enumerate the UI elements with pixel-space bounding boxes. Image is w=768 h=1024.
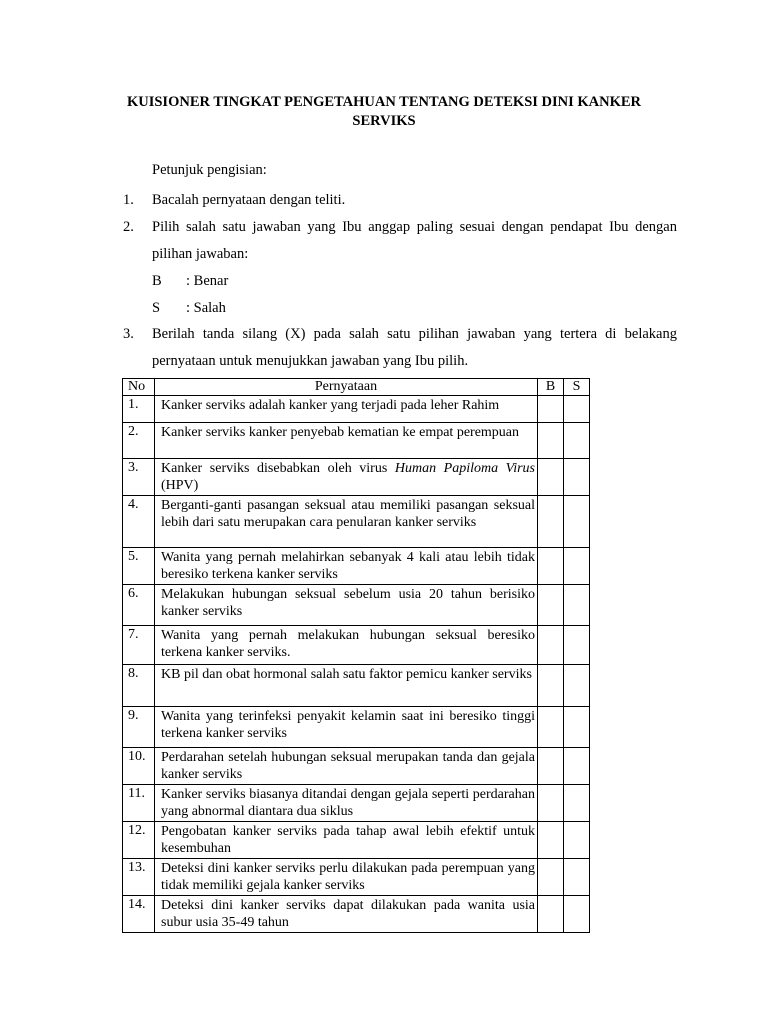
- answer-s-cell[interactable]: [564, 626, 590, 665]
- row-statement: Perdarahan setelah hubungan seksual merupakan tanda dan gejala kanker serviks: [155, 748, 538, 785]
- row-number: 12.: [123, 822, 155, 859]
- answer-b-cell[interactable]: [538, 585, 564, 626]
- answer-s-cell[interactable]: [564, 785, 590, 822]
- table-row: [123, 496, 590, 548]
- row-statement: Wanita yang pernah melakukan hubungan seksual beresiko terkena kanker serviks.: [155, 626, 538, 665]
- answer-s-cell[interactable]: [564, 707, 590, 748]
- table-row: [123, 626, 590, 665]
- row-statement: Deteksi dini kanker serviks perlu dilakukan pada perempuan yang tidak memiliki gejala kanker serviks: [155, 859, 538, 896]
- row-number: 11.: [123, 785, 155, 822]
- answer-s-cell[interactable]: [564, 585, 590, 626]
- instruction-number: 2.: [123, 219, 134, 235]
- title-line-1: KUISIONER TINGKAT PENGETAHUAN TENTANG DETEKSI DINI KANKER: [126, 94, 642, 110]
- questionnaire-table: [122, 378, 590, 933]
- row-number: 13.: [123, 859, 155, 896]
- row-statement: Kanker serviks adalah kanker yang terjadi pada leher Rahim: [155, 396, 538, 423]
- row-statement: [155, 459, 538, 496]
- answer-b-cell[interactable]: [538, 859, 564, 896]
- row-statement: Kanker serviks kanker penyebab kematian ke empat perempuan: [155, 423, 538, 459]
- answer-b-cell[interactable]: [538, 459, 564, 496]
- header-statement: Pernyataan: [155, 379, 538, 396]
- option-value: : Salah: [186, 300, 226, 316]
- instruction-text-line-1: Berilah tanda silang (X) pada salah satu pilihan jawaban yang tertera di belakang: [152, 326, 677, 342]
- table-row: [123, 548, 590, 585]
- table-row: [123, 822, 590, 859]
- answer-b-cell[interactable]: [538, 785, 564, 822]
- option-value: : Benar: [186, 273, 229, 289]
- instruction-text-line-2: pilihan jawaban:: [152, 246, 249, 262]
- answer-b-cell[interactable]: [538, 548, 564, 585]
- row-number: 8.: [123, 665, 155, 707]
- document-title: [100, 93, 668, 131]
- statement-text: Kanker serviks disebabkan oleh virus: [161, 461, 395, 476]
- row-number: 7.: [123, 626, 155, 665]
- answer-s-cell[interactable]: [564, 859, 590, 896]
- title-line-2: SERVIKS: [352, 113, 416, 129]
- table-row: [123, 585, 590, 626]
- answer-b-cell[interactable]: [538, 748, 564, 785]
- row-number: 4.: [123, 496, 155, 548]
- instruction-text-line-1: Pilih salah satu jawaban yang Ibu anggap paling sesuai dengan pendapat Ibu dengan: [152, 219, 677, 235]
- answer-s-cell[interactable]: [564, 748, 590, 785]
- instruction-text-line-2: pernyataan untuk menujukkan jawaban yang Ibu pilih.: [152, 353, 469, 369]
- table-header-row: [123, 379, 590, 396]
- table-row: [123, 665, 590, 707]
- row-statement: Berganti-ganti pasangan seksual atau memiliki pasangan seksual lebih dari satu merupakan cara penularan kanker serviks: [155, 496, 538, 548]
- header-no: No: [123, 379, 155, 396]
- option-key: B: [152, 273, 162, 289]
- header-s: S: [564, 379, 590, 396]
- answer-b-cell[interactable]: [538, 626, 564, 665]
- row-statement: KB pil dan obat hormonal salah satu faktor pemicu kanker serviks: [155, 665, 538, 707]
- answer-s-cell[interactable]: [564, 665, 590, 707]
- option-key: S: [152, 300, 161, 316]
- row-statement: Melakukan hubungan seksual sebelum usia 20 tahun berisiko kanker serviks: [155, 585, 538, 626]
- row-number: 1.: [123, 396, 155, 423]
- answer-s-cell[interactable]: [564, 822, 590, 859]
- row-statement: Wanita yang terinfeksi penyakit kelamin saat ini beresiko tinggi terkena kanker serviks: [155, 707, 538, 748]
- row-statement: Deteksi dini kanker serviks dapat dilakukan pada wanita usia subur usia 35-49 tahun: [155, 896, 538, 933]
- row-number: 9.: [123, 707, 155, 748]
- table-row: [123, 859, 590, 896]
- answer-b-cell[interactable]: [538, 396, 564, 423]
- instruction-text: Bacalah pernyataan dengan teliti.: [152, 192, 346, 208]
- answer-s-cell[interactable]: [564, 396, 590, 423]
- table-row: [123, 459, 590, 496]
- instruction-number: 3.: [123, 326, 134, 342]
- answer-b-cell[interactable]: [538, 423, 564, 459]
- answer-b-cell[interactable]: [538, 707, 564, 748]
- row-statement: Kanker serviks biasanya ditandai dengan gejala seperti perdarahan yang abnormal diantara dua siklus: [155, 785, 538, 822]
- answer-s-cell[interactable]: [564, 459, 590, 496]
- row-number: 3.: [123, 459, 155, 496]
- row-number: 10.: [123, 748, 155, 785]
- table-row: [123, 707, 590, 748]
- row-number: 6.: [123, 585, 155, 626]
- row-number: 2.: [123, 423, 155, 459]
- instructions-heading: Petunjuk pengisian:: [152, 162, 267, 178]
- header-b: B: [538, 379, 564, 396]
- answer-s-cell[interactable]: [564, 423, 590, 459]
- answer-s-cell[interactable]: [564, 548, 590, 585]
- answer-b-cell[interactable]: [538, 496, 564, 548]
- row-statement: Wanita yang pernah melahirkan sebanyak 4 kali atau lebih tidak beresiko terkena kanker serviks: [155, 548, 538, 585]
- table-row: [123, 896, 590, 933]
- answer-b-cell[interactable]: [538, 665, 564, 707]
- virus-name-italic: Human Papiloma Virus: [394, 461, 535, 476]
- answer-s-cell[interactable]: [564, 896, 590, 933]
- answer-b-cell[interactable]: [538, 822, 564, 859]
- instruction-number: 1.: [123, 192, 134, 208]
- table-row: [123, 785, 590, 822]
- answer-s-cell[interactable]: [564, 496, 590, 548]
- table-row: [123, 396, 590, 423]
- answer-b-cell[interactable]: [538, 896, 564, 933]
- statement-text: (HPV): [161, 478, 199, 493]
- row-number: 5.: [123, 548, 155, 585]
- row-statement: Pengobatan kanker serviks pada tahap awal lebih efektif untuk kesembuhan: [155, 822, 538, 859]
- table-row: [123, 748, 590, 785]
- row-number: 14.: [123, 896, 155, 933]
- table-row: [123, 423, 590, 459]
